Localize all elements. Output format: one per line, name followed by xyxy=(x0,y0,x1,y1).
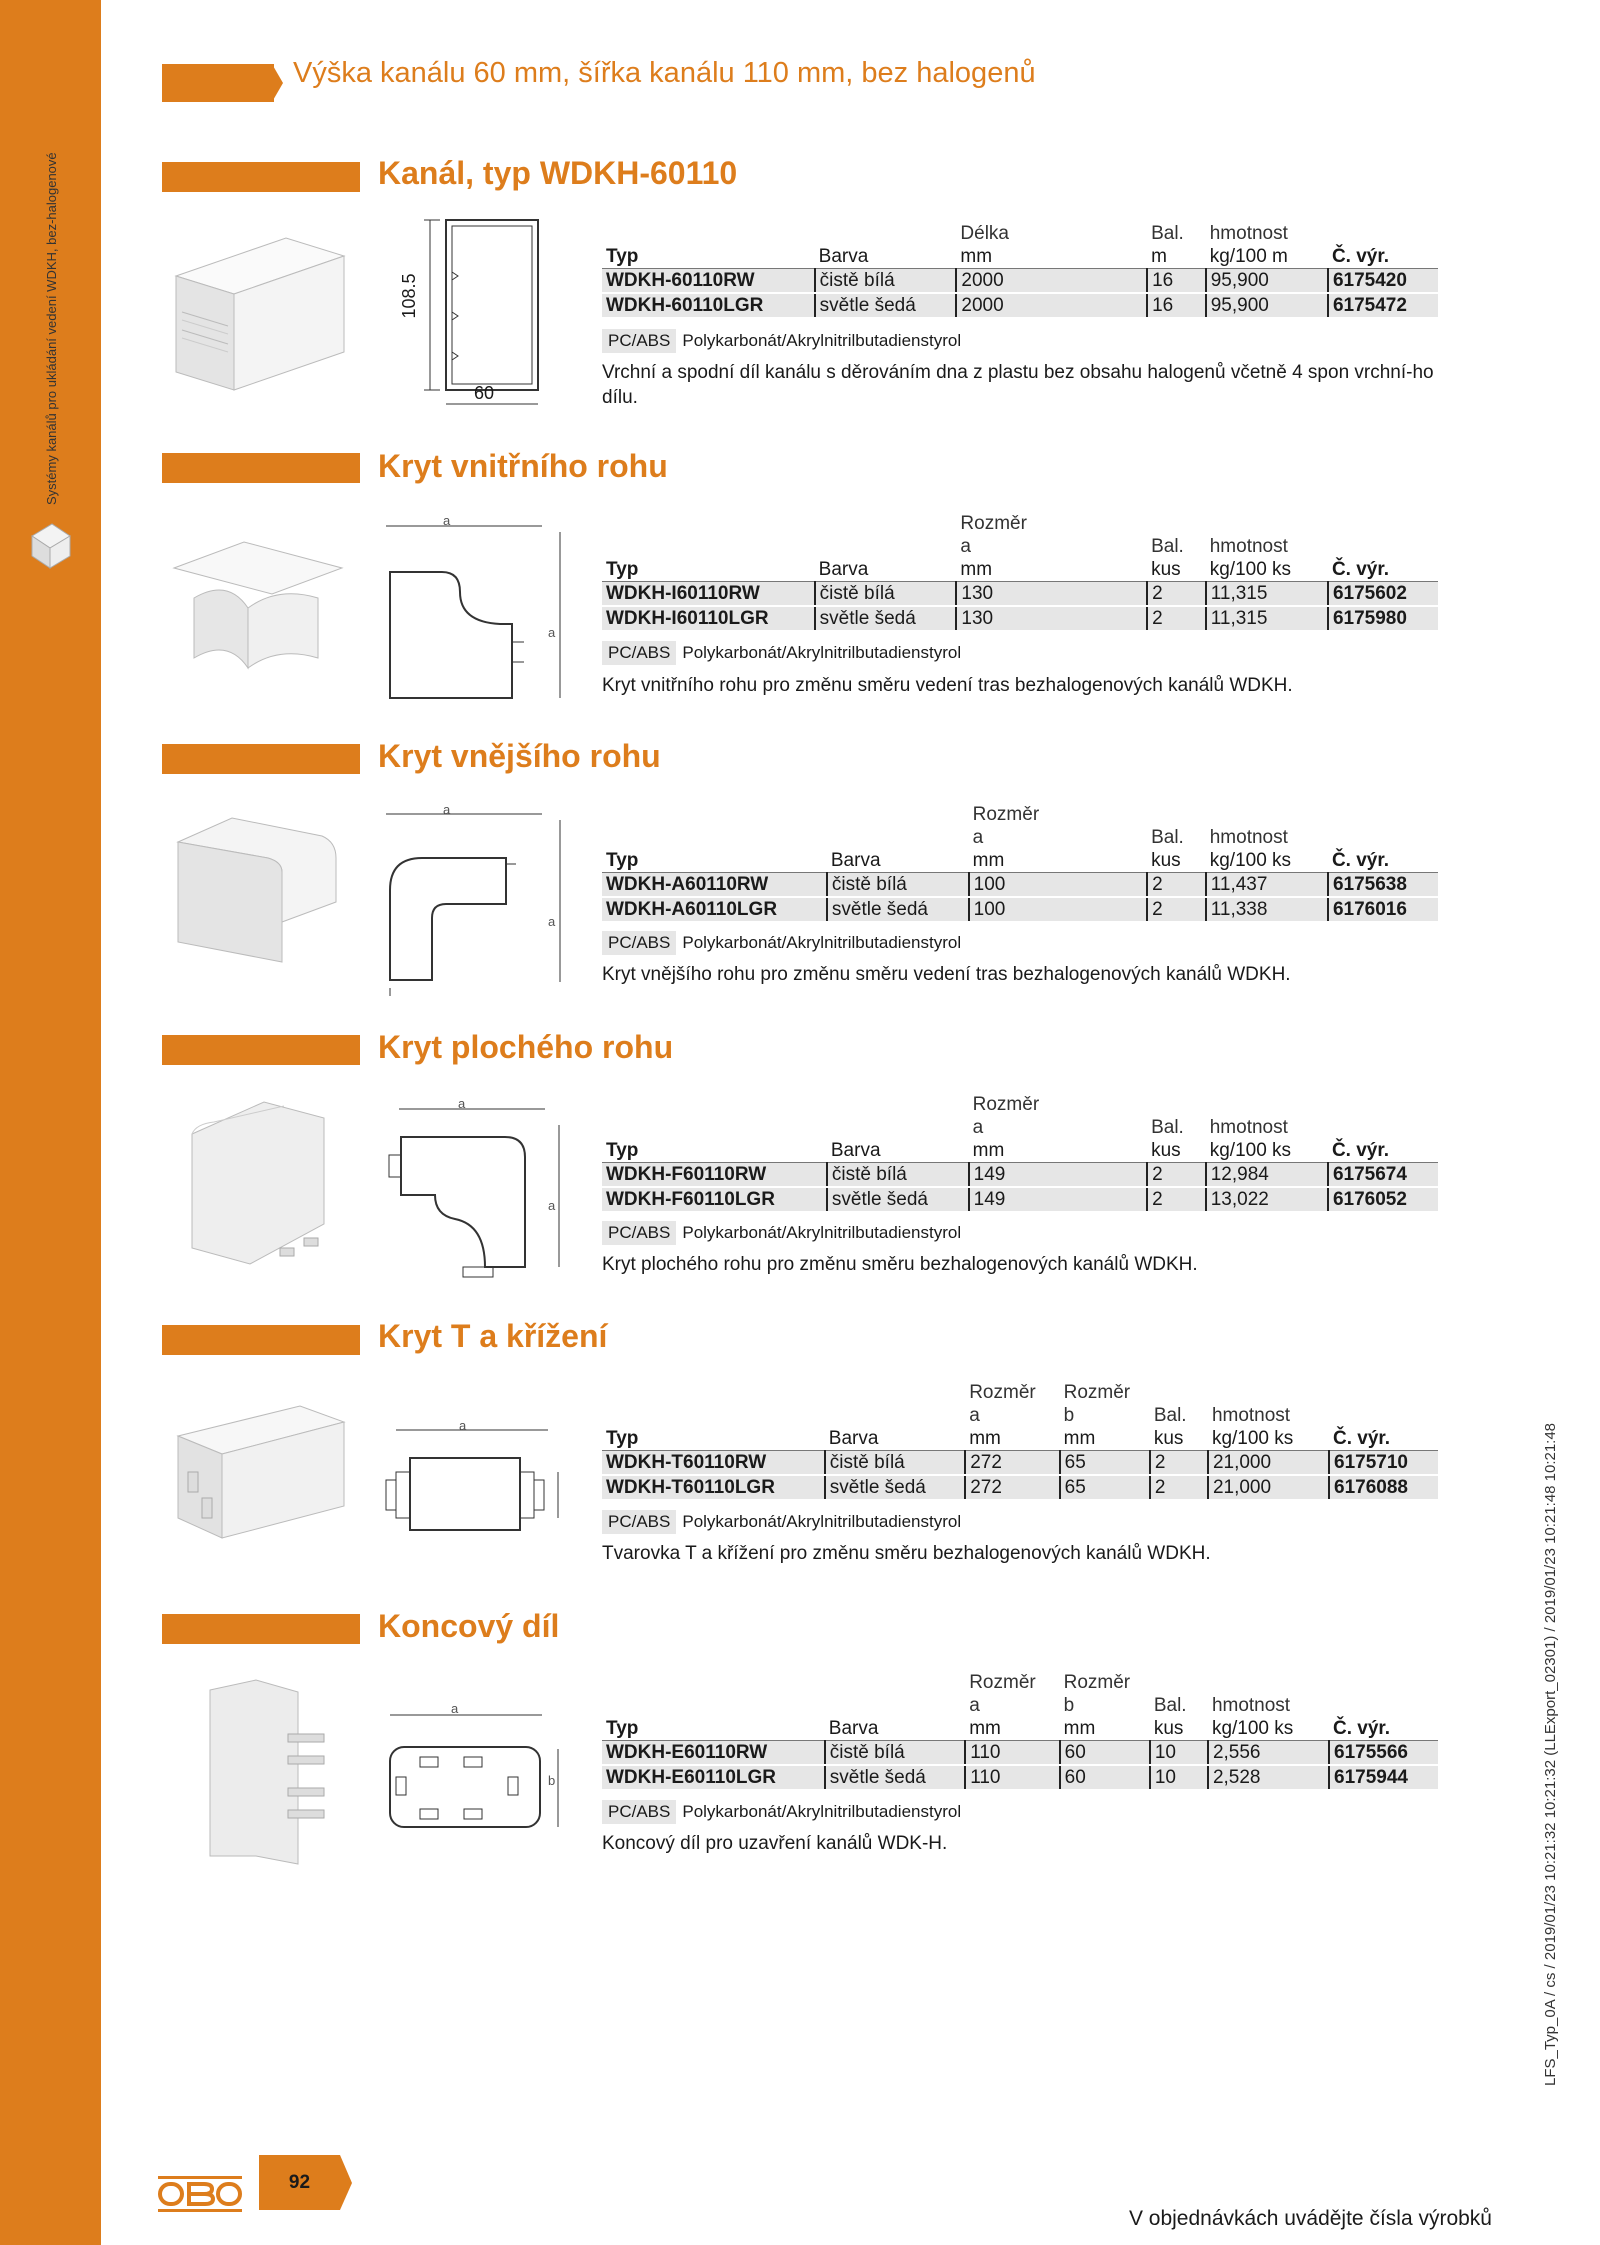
spec-table: Rozměr Rozměr a b Bal. hmotnost Typ Barva mm mm kus kg/100 ks Č. výr. WDKH-T60110RW čistě bílá 272 65 2 21,000 6175710 WDKH-T60110LGR světle šedá 272 65 2 21,000 6176088 xyxy=(602,1381,1438,1501)
spec-table: Rozměr a Bal. hmotnost Typ Barva mm kus kg/100 ks Č. výr. WDKH-A60110RW čistě bílá 100 2 11,437 6175638 WDKH-A60110LGR světle šedá 100 2 11,338 6176016 xyxy=(602,803,1438,923)
table-row: WDKH-A60110RW čistě bílá 100 2 11,437 6175638 xyxy=(602,873,1438,898)
section-description: Kryt vnitřního rohu pro změnu směru vedení tras bezhalogenových kanálů WDKH. xyxy=(602,675,1293,696)
material-line: PC/ABS Polykarbonát/Akrylnitrilbutadienstyrol xyxy=(602,641,961,665)
dim-b-label: b xyxy=(548,1773,556,1788)
side-label: Systémy kanálů pro ukládání vedení WDKH, bez-halogenové xyxy=(44,152,59,505)
section-bar xyxy=(162,744,360,774)
section-bar xyxy=(162,162,360,192)
section-bar xyxy=(162,1035,360,1065)
spec-table: Rozměr a Bal. hmotnost Typ Barva mm kus kg/100 ks Č. výr. WDKH-F60110RW čistě bílá 149 2 12,984 6175674 WDKH-F60110LGR světle šedá 149 2 13,022 6176052 xyxy=(602,1093,1438,1213)
section-description: Tvarovka T a křížení pro změnu směru bezhalogenových kanálů WDKH. xyxy=(602,1543,1211,1564)
end-piece-drawing xyxy=(382,1705,582,1835)
material-badge: PC/ABS xyxy=(602,1221,676,1245)
section-title: Kryt vnitřního rohu xyxy=(378,448,668,484)
page-number-tab-arrow xyxy=(340,2155,352,2210)
section-bar xyxy=(162,453,360,483)
section-description: Vrchní a spodní díl kanálu s děrováním dna z plastu bez obsahu halogenů včetně 4 spon vrchní-ho dílu. xyxy=(602,362,1434,408)
table-row: WDKH-I60110LGR světle šedá 130 2 11,315 6175980 xyxy=(602,606,1438,631)
dim-a-label: a xyxy=(548,914,556,929)
outer-corner-photo xyxy=(172,812,342,967)
flat-corner-photo xyxy=(184,1098,334,1268)
dim-a-label: a xyxy=(548,625,556,640)
table-row: WDKH-F60110LGR světle šedá 149 2 13,022 6176052 xyxy=(602,1187,1438,1212)
page-number: 92 xyxy=(288,2172,311,2193)
dim-a-label: a xyxy=(443,802,451,817)
table-row: WDKH-60110LGR světle šedá 2000 16 95,900 6175472 xyxy=(602,293,1438,318)
section-description: Kryt vnějšího rohu pro změnu směru vedení tras bezhalogenových kanálů WDKH. xyxy=(602,964,1291,985)
footer-note: V objednávkách uvádějte čísla výrobků xyxy=(1128,2207,1492,2230)
end-piece-photo xyxy=(200,1678,330,1868)
section-title: Kryt T a křížení xyxy=(378,1318,608,1354)
table-row: WDKH-60110RW čistě bílá 2000 16 95,900 6175420 xyxy=(602,269,1438,294)
flat-corner-drawing xyxy=(385,1095,575,1285)
table-row: WDKH-T60110LGR světle šedá 272 65 2 21,000 6176088 xyxy=(602,1475,1438,1500)
table-row: WDKH-E60110RW čistě bílá 110 60 10 2,556 6175566 xyxy=(602,1741,1438,1766)
material-badge: PC/ABS xyxy=(602,1510,676,1534)
header-tab-arrow xyxy=(272,64,283,102)
section-description: Kryt plochého rohu pro změnu směru bezhalogenových kanálů WDKH. xyxy=(602,1254,1198,1275)
material-line: PC/ABS Polykarbonát/Akrylnitrilbutadienstyrol xyxy=(602,1510,961,1534)
dim-a-label: a xyxy=(451,1701,459,1716)
page-title: Výška kanálu 60 mm, šířka kanálu 110 mm, bez halogenů xyxy=(293,57,1036,89)
dim-a-label: a xyxy=(458,1096,466,1111)
channel-photo xyxy=(168,234,346,394)
table-row: WDKH-I60110RW čistě bílá 130 2 11,315 6175602 xyxy=(602,582,1438,607)
material-badge: PC/ABS xyxy=(602,931,676,955)
section-title: Kanál, typ WDKH-60110 xyxy=(378,155,738,191)
table-row: WDKH-E60110LGR světle šedá 110 60 10 2,528 6175944 xyxy=(602,1765,1438,1790)
channel-icon xyxy=(30,522,72,570)
material-line: PC/ABS Polykarbonát/Akrylnitrilbutadienstyrol xyxy=(602,1221,961,1245)
t-piece-photo xyxy=(172,1402,348,1542)
dim-a-label: a xyxy=(459,1418,467,1433)
spec-table: Délka Bal. hmotnost Typ Barva mm m kg/100 m Č. výr. WDKH-60110RW čistě bílá 2000 16 95,900 6175420 WDKH-60110LGR světle šedá 2000 16 95,900 6175472 xyxy=(602,222,1438,319)
section-bar xyxy=(162,1325,360,1355)
section-title: Koncový díl xyxy=(378,1608,560,1644)
header-tab xyxy=(162,64,274,102)
section-title: Kryt plochého rohu xyxy=(378,1029,674,1065)
material-badge: PC/ABS xyxy=(602,329,676,353)
section-bar xyxy=(162,1614,360,1644)
print-stamp: LFS_Typ_0A / cs / 2019/01/23 10:21:32 10:21:32 (LLExport_02301) / 2019/01/23 10:21:48 10:21:48 xyxy=(1542,1422,1559,2086)
material-badge: PC/ABS xyxy=(602,641,676,665)
spec-table: Rozměr a Bal. hmotnost Typ Barva mm kus kg/100 ks Č. výr. WDKH-I60110RW čistě bílá 130 2 11,315 6175602 WDKH-I60110LGR světle šedá 130 2 11,315 6175980 xyxy=(602,512,1438,632)
outer-corner-drawing xyxy=(382,800,582,1000)
table-row: WDKH-T60110RW čistě bílá 272 65 2 21,000 6175710 xyxy=(602,1451,1438,1476)
obo-logo xyxy=(158,2176,242,2212)
material-line: PC/ABS Polykarbonát/Akrylnitrilbutadienstyrol xyxy=(602,1800,961,1824)
dim-a-label: a xyxy=(548,1198,556,1213)
material-line: PC/ABS Polykarbonát/Akrylnitrilbutadienstyrol xyxy=(602,329,961,353)
section-title: Kryt vnějšího rohu xyxy=(378,738,661,774)
material-badge: PC/ABS xyxy=(602,1800,676,1824)
inner-corner-drawing xyxy=(382,512,582,702)
dim-height: 108.5 xyxy=(399,273,419,319)
table-row: WDKH-F60110RW čistě bílá 149 2 12,984 6175674 xyxy=(602,1163,1438,1188)
dim-a-label: a xyxy=(443,513,451,528)
t-piece-drawing xyxy=(382,1420,592,1540)
table-row: WDKH-A60110LGR světle šedá 100 2 11,338 6176016 xyxy=(602,897,1438,922)
channel-cross-section-drawing xyxy=(412,212,552,412)
dim-width: 60 xyxy=(474,383,495,403)
section-description: Koncový díl pro uzavření kanálů WDK-H. xyxy=(602,1833,948,1854)
inner-corner-photo xyxy=(168,538,348,678)
spec-table: Rozměr Rozměr a b Bal. hmotnost Typ Barva mm mm kus kg/100 ks Č. výr. WDKH-E60110RW čistě bílá 110 60 10 2,556 6175566 WDKH-E60110LGR světle šedá 110 60 10 2,528 6175944 xyxy=(602,1671,1438,1791)
material-line: PC/ABS Polykarbonát/Akrylnitrilbutadienstyrol xyxy=(602,931,961,955)
